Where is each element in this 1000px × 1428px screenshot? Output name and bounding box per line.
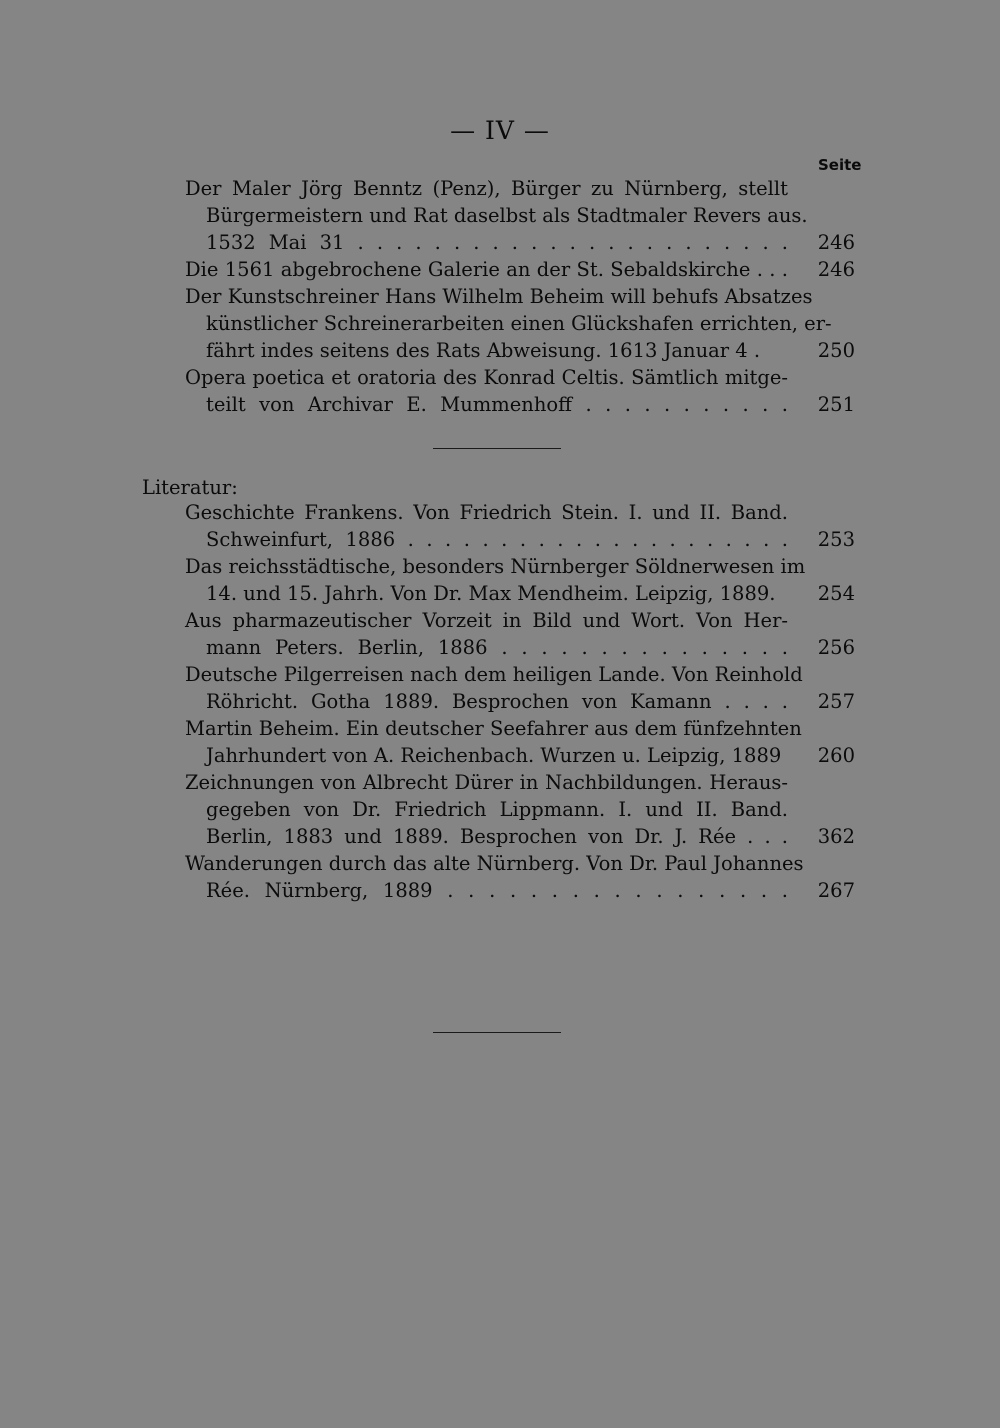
toc-entry-line [185, 310, 855, 337]
toc-entry [185, 607, 855, 661]
toc-entry-text: Geschichte Frankens. Von Friedrich Stein. I. und II. Band. [185, 501, 788, 524]
toc-entry-text: Röhricht. Gotha 1889. Besprochen von Kamann . . . . [206, 690, 788, 713]
toc-entry [185, 175, 855, 256]
divider-top [433, 448, 561, 449]
toc-entry-line [185, 175, 855, 202]
toc-page-number: 246 [817, 231, 855, 254]
toc-entry-text: Aus pharmazeutischer Vorzeit in Bild und Wort. Von Her- [185, 609, 788, 632]
toc-entry-text: Jahrhundert von A. Reichenbach. Wurzen u. Leipzig, 1889 [206, 744, 782, 767]
toc-entry-line [185, 769, 855, 796]
toc-entry-text: gegeben von Dr. Friedrich Lippmann. I. und II. Band. [206, 798, 788, 821]
toc-entry-line [185, 877, 855, 904]
seite-label: Seite [818, 156, 862, 174]
toc-entry-text: Der Maler Jörg Benntz (Penz), Bürger zu Nürnberg, stellt [185, 177, 788, 200]
toc-entry-line [185, 850, 855, 877]
toc-entry-line [185, 607, 855, 634]
toc-entry-text: fährt indes seitens des Rats Abweisung. 1613 Januar 4 . [206, 339, 761, 362]
toc-entry-text: teilt von Archivar E. Mummenhoff . . . . . . . . . . . [206, 393, 788, 416]
toc-entry-line [185, 553, 855, 580]
toc-entry-text: Bürgermeistern und Rat daselbst als Stadtmaler Revers aus. [206, 204, 808, 227]
page-header: — IV — [450, 116, 550, 145]
toc-entry-line [185, 715, 855, 742]
toc-entry-text: mann Peters. Berlin, 1886 . . . . . . . . . . . . . . . [206, 636, 788, 659]
divider-bottom [433, 1032, 561, 1033]
section-title: Literatur: [142, 476, 238, 499]
toc-entry-line [185, 823, 855, 850]
toc-entry-text: Zeichnungen von Albrecht Dürer in Nachbildungen. Heraus- [185, 771, 788, 794]
toc-entry-text: Berlin, 1883 und 1889. Besprochen von Dr. J. Rée . . . [206, 825, 788, 848]
toc-page-number: 362 [817, 825, 855, 848]
toc-entry [185, 256, 855, 283]
toc-entry-line [185, 688, 855, 715]
toc-entry-line [185, 634, 855, 661]
toc-entry [185, 715, 855, 769]
toc-entry-line [185, 796, 855, 823]
toc-entry [185, 283, 855, 364]
toc-entry-text: 14. und 15. Jahrh. Von Dr. Max Mendheim. Leipzig, 1889. [206, 582, 776, 605]
toc-page-number: 251 [817, 393, 855, 416]
toc-entry [185, 364, 855, 418]
toc-entry-text: Der Kunstschreiner Hans Wilhelm Beheim will behufs Absatzes [185, 285, 813, 308]
toc-page-number: 246 [817, 258, 855, 281]
toc-page-number: 250 [817, 339, 855, 362]
toc-entry [185, 553, 855, 607]
toc-entry-line [185, 742, 855, 769]
toc-entry-text: Das reichsstädtische, besonders Nürnberger Söldnerwesen im [185, 555, 806, 578]
toc-entry-line [185, 256, 855, 283]
toc-entry-line [185, 283, 855, 310]
toc-entry-text: künstlicher Schreinerarbeiten einen Glückshafen errichten, er- [206, 312, 832, 335]
toc-page-number: 256 [817, 636, 855, 659]
toc-page-number: 254 [817, 582, 855, 605]
toc-entry-text: 1532 Mai 31 . . . . . . . . . . . . . . . . . . . . . . . [206, 231, 788, 254]
toc-page-number: 257 [817, 690, 855, 713]
toc-entry-line [185, 337, 855, 364]
toc-entry-line [185, 661, 855, 688]
toc-entry-text: Wanderungen durch das alte Nürnberg. Von Dr. Paul Johannes [185, 852, 804, 875]
toc-entry [185, 850, 855, 904]
toc-entry-line [185, 391, 855, 418]
toc-page-number: 260 [817, 744, 855, 767]
toc-entry-line [185, 499, 855, 526]
toc-entry-text: Opera poetica et oratoria des Konrad Celtis. Sämtlich mitge- [185, 366, 788, 389]
toc-entry-text: Deutsche Pilgerreisen nach dem heiligen Lande. Von Reinhold [185, 663, 803, 686]
toc-entry [185, 499, 855, 553]
toc-entry-text: Schweinfurt, 1886 . . . . . . . . . . . . . . . . . . . . . [206, 528, 788, 551]
toc-entry [185, 661, 855, 715]
toc-entry-line [185, 229, 855, 256]
toc-entry-text: Die 1561 abgebrochene Galerie an der St. Sebaldskirche . . . [185, 258, 788, 281]
toc-entry-text: Martin Beheim. Ein deutscher Seefahrer aus dem fünfzehnten [185, 717, 802, 740]
toc-entry-line [185, 526, 855, 553]
toc-entry-line [185, 364, 855, 391]
toc-entry-line [185, 202, 855, 229]
toc-page-number: 267 [817, 879, 855, 902]
toc-entry-text: Rée. Nürnberg, 1889 . . . . . . . . . . . . . . . . . [206, 879, 788, 902]
toc-page-number: 253 [817, 528, 855, 551]
toc-entry-line [185, 580, 855, 607]
toc-entry [185, 769, 855, 850]
